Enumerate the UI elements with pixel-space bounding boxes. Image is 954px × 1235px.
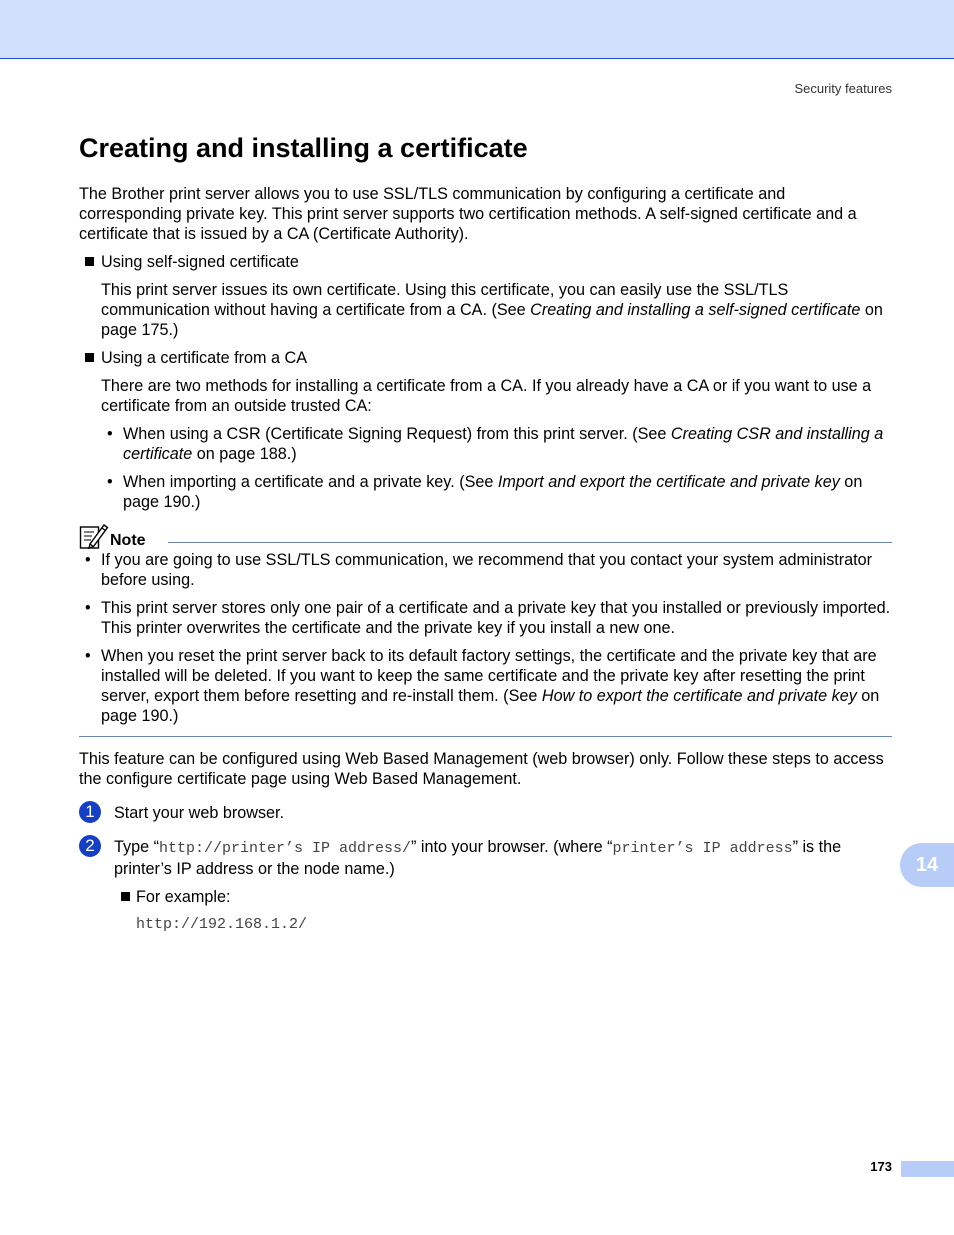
method-ca-description: There are two methods for installing a certificate from a CA. If you already have a CA or if you want to use a certificate from an outside trusted CA:: [101, 377, 872, 415]
url-template-code: http://printer’s IP address/: [158, 840, 412, 857]
example-label: For example:: [79, 887, 892, 907]
cross-reference: Import and export the certificate and private key: [497, 473, 840, 491]
ip-address-code: printer’s IP address: [612, 840, 793, 857]
note-header: [79, 524, 892, 550]
configuration-paragraph: This feature can be configured using Web Based Management (web browser) only. Follow these steps to access the configure certificate page using Web Based Management.: [79, 750, 884, 788]
list-item: • When importing a certificate and a private key. (See Import and export the certificate and private key on page 190.): [107, 473, 863, 511]
main-content: [79, 184, 892, 935]
step-number-badge: 1: [79, 801, 101, 823]
example-url: http://192.168.1.2/: [136, 916, 308, 933]
step-number-badge: 2: [79, 835, 101, 857]
note-item: • This print server stores only one pair of a certificate and a private key that you installed or previously imported. This printer overwrites the certificate and the private key if you install a new one.: [85, 599, 891, 637]
page-heading: Creating and installing a certificate: [79, 133, 528, 163]
note-end-divider: [79, 736, 892, 737]
section-title: Security features: [794, 81, 892, 96]
method-ca-label: Using a certificate from a CA: [79, 348, 892, 368]
method-self-signed-label: Using self-signed certificate: [79, 252, 892, 272]
page-number: 173: [870, 1159, 892, 1174]
step-text: Start your web browser.: [114, 804, 285, 822]
note-label: Note: [110, 532, 146, 549]
intro-paragraph: The Brother print server allows you to use SSL/TLS communication by configuring a certificate and corresponding private key. This print server supports two certification methods. A self-signed certificate and a certificate that is issued by a CA (Certificate Authority).: [79, 185, 857, 243]
step-2: 2 Type “http://printer’s IP address/” into your browser. (where “printer’s IP address” is the printer’s IP address or the node name.): [79, 837, 892, 879]
note-pencil-icon: [79, 522, 109, 550]
cross-reference: Creating CSR and installing a certificate: [123, 425, 884, 463]
step-1: [79, 803, 892, 823]
list-item: • When using a CSR (Certificate Signing Request) from this print server. (See Creating CSR and installing a certificate on page 188.): [107, 425, 884, 463]
page-number-bar: [901, 1161, 954, 1177]
cross-reference: How to export the certificate and private key: [541, 687, 857, 705]
note-item: • If you are going to use SSL/TLS communication, we recommend that you contact your system administrator before using.: [85, 551, 873, 589]
note-divider: [168, 542, 892, 543]
cross-reference: Creating and installing a self-signed certificate: [530, 301, 861, 319]
note-item: • When you reset the print server back to its default factory settings, the certificate and the private key that are installed will be deleted. If you want to keep the same certificate and the private key after resetting the print server, export them before resetting and re-install them. (See How to export the certificate and private key on page 190.): [85, 647, 880, 725]
method-self-signed-description: This print server issues its own certificate. Using this certificate, you can easily use the SSL/TLS communication without having a certificate from a CA. (See Creating and installing a self-signed certificate on page 175.): [101, 281, 883, 339]
top-banner: [0, 0, 954, 59]
chapter-tab: 14: [900, 843, 954, 887]
